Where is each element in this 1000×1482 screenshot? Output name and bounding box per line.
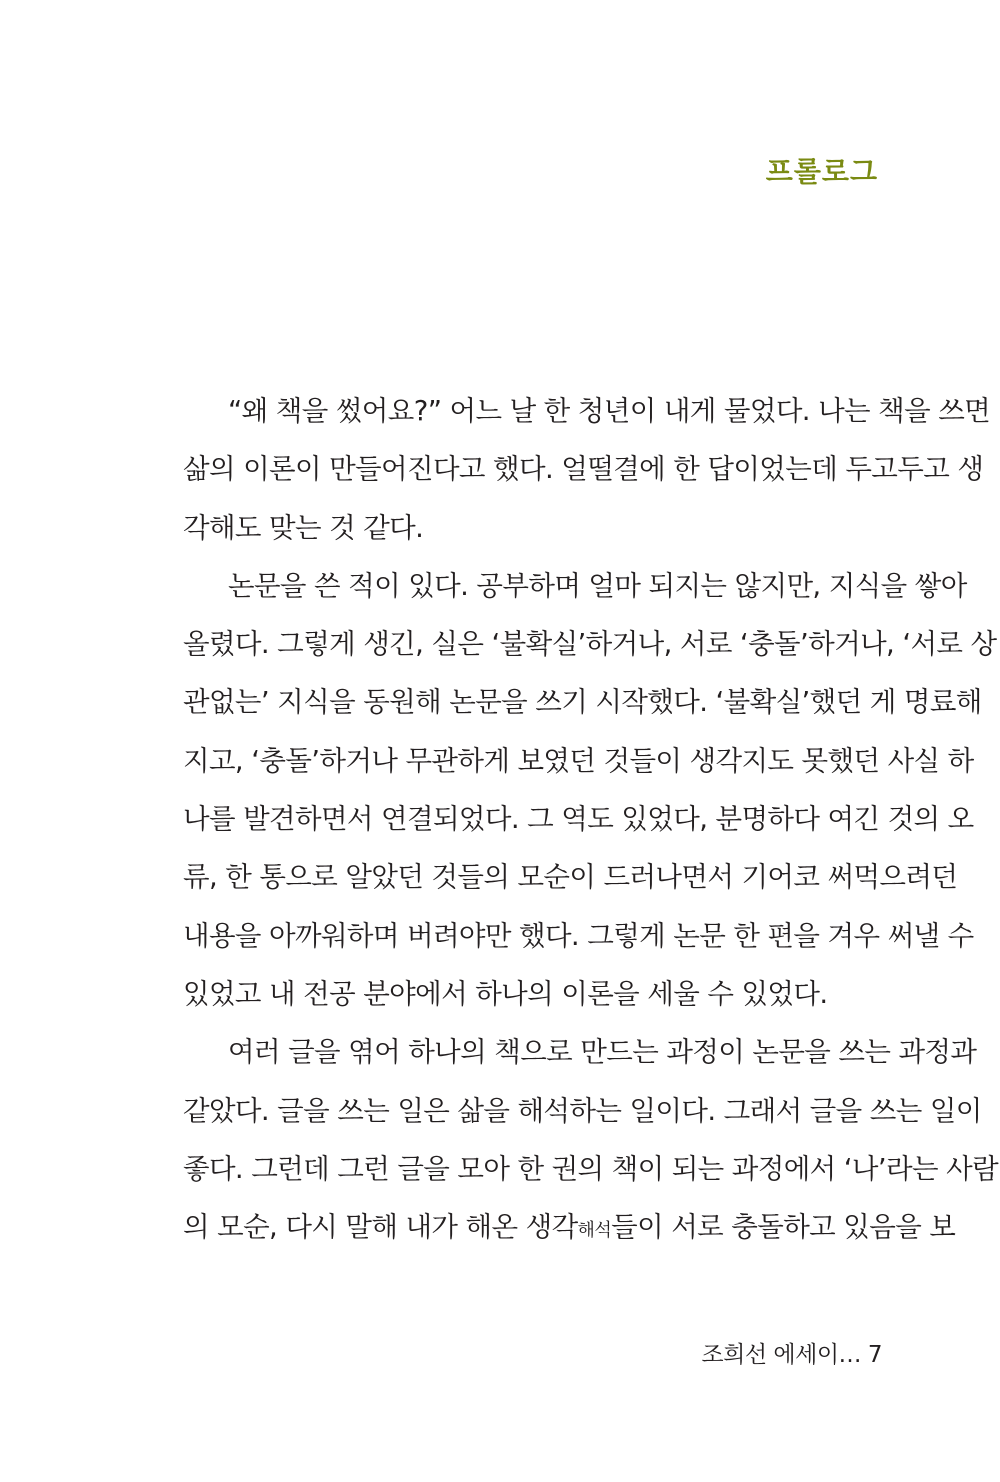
text-line: 관없는’ 지식을 동원해 논문을 쓰기 시작했다. ‘불확실’했던 게 명료해 — [183, 686, 982, 719]
text-line: 논문을 쓴 적이 있다. 공부하며 얼마 되지는 않지만, 지식을 쌓아 — [228, 569, 967, 602]
text-line — [183, 1198, 956, 1256]
text-line: 있었고 내 전공 분야에서 하나의 이론을 세울 수 있었다. — [183, 977, 828, 1010]
text-line: 내용을 아까워하며 버려야만 했다. 그렇게 논문 한 편을 겨우 써낼 수 — [183, 919, 974, 952]
text-line: 같았다. 글을 쓰는 일은 삶을 해석하는 일이다. 그래서 글을 쓰는 일이 — [183, 1094, 982, 1127]
running-head-page-number: 조희선 에세이… 7 — [701, 1342, 882, 1368]
text-line: “왜 책을 썼어요?” 어느 날 한 청년이 내게 물었다. 나는 책을 쓰면 — [228, 395, 991, 427]
text-line: 각해도 맞는 것 같다. — [183, 511, 424, 544]
text-segment: 들이 서로 충돌하고 있음을 보 — [611, 1211, 956, 1244]
body-text — [183, 382, 999, 1256]
text-line: 나를 발견하면서 연결되었다. 그 역도 있었다, 분명하다 여긴 것의 오 — [183, 803, 974, 836]
text-line: 지고, ‘충돌’하거나 무관하게 보였던 것들이 생각지도 못했던 사실 하 — [183, 744, 974, 777]
chapter-title: 프롤로그 — [765, 155, 878, 188]
text-segment: 의 모순, 다시 말해 내가 해온 생각 — [183, 1211, 578, 1244]
text-line: 류, 한 통으로 알았던 것들의 모순이 드러나면서 기어코 써먹으려던 — [183, 861, 958, 894]
text-line: 좋다. 그런데 그런 글을 모아 한 권의 책이 되는 과정에서 ‘나’라는 사람 — [183, 1152, 999, 1185]
text-line: 여러 글을 엮어 하나의 책으로 만드는 과정이 논문을 쓰는 과정과 — [228, 1036, 977, 1069]
text-line: 올렸다. 그렇게 생긴, 실은 ‘불확실’하거나, 서로 ‘충돌’하거나, ‘서로 상 — [183, 628, 997, 661]
text-line: 삶의 이론이 만들어진다고 했다. 얼떨결에 한 답이었는데 두고두고 생 — [183, 453, 984, 486]
annotation-small-text: 해석 — [577, 1220, 612, 1242]
